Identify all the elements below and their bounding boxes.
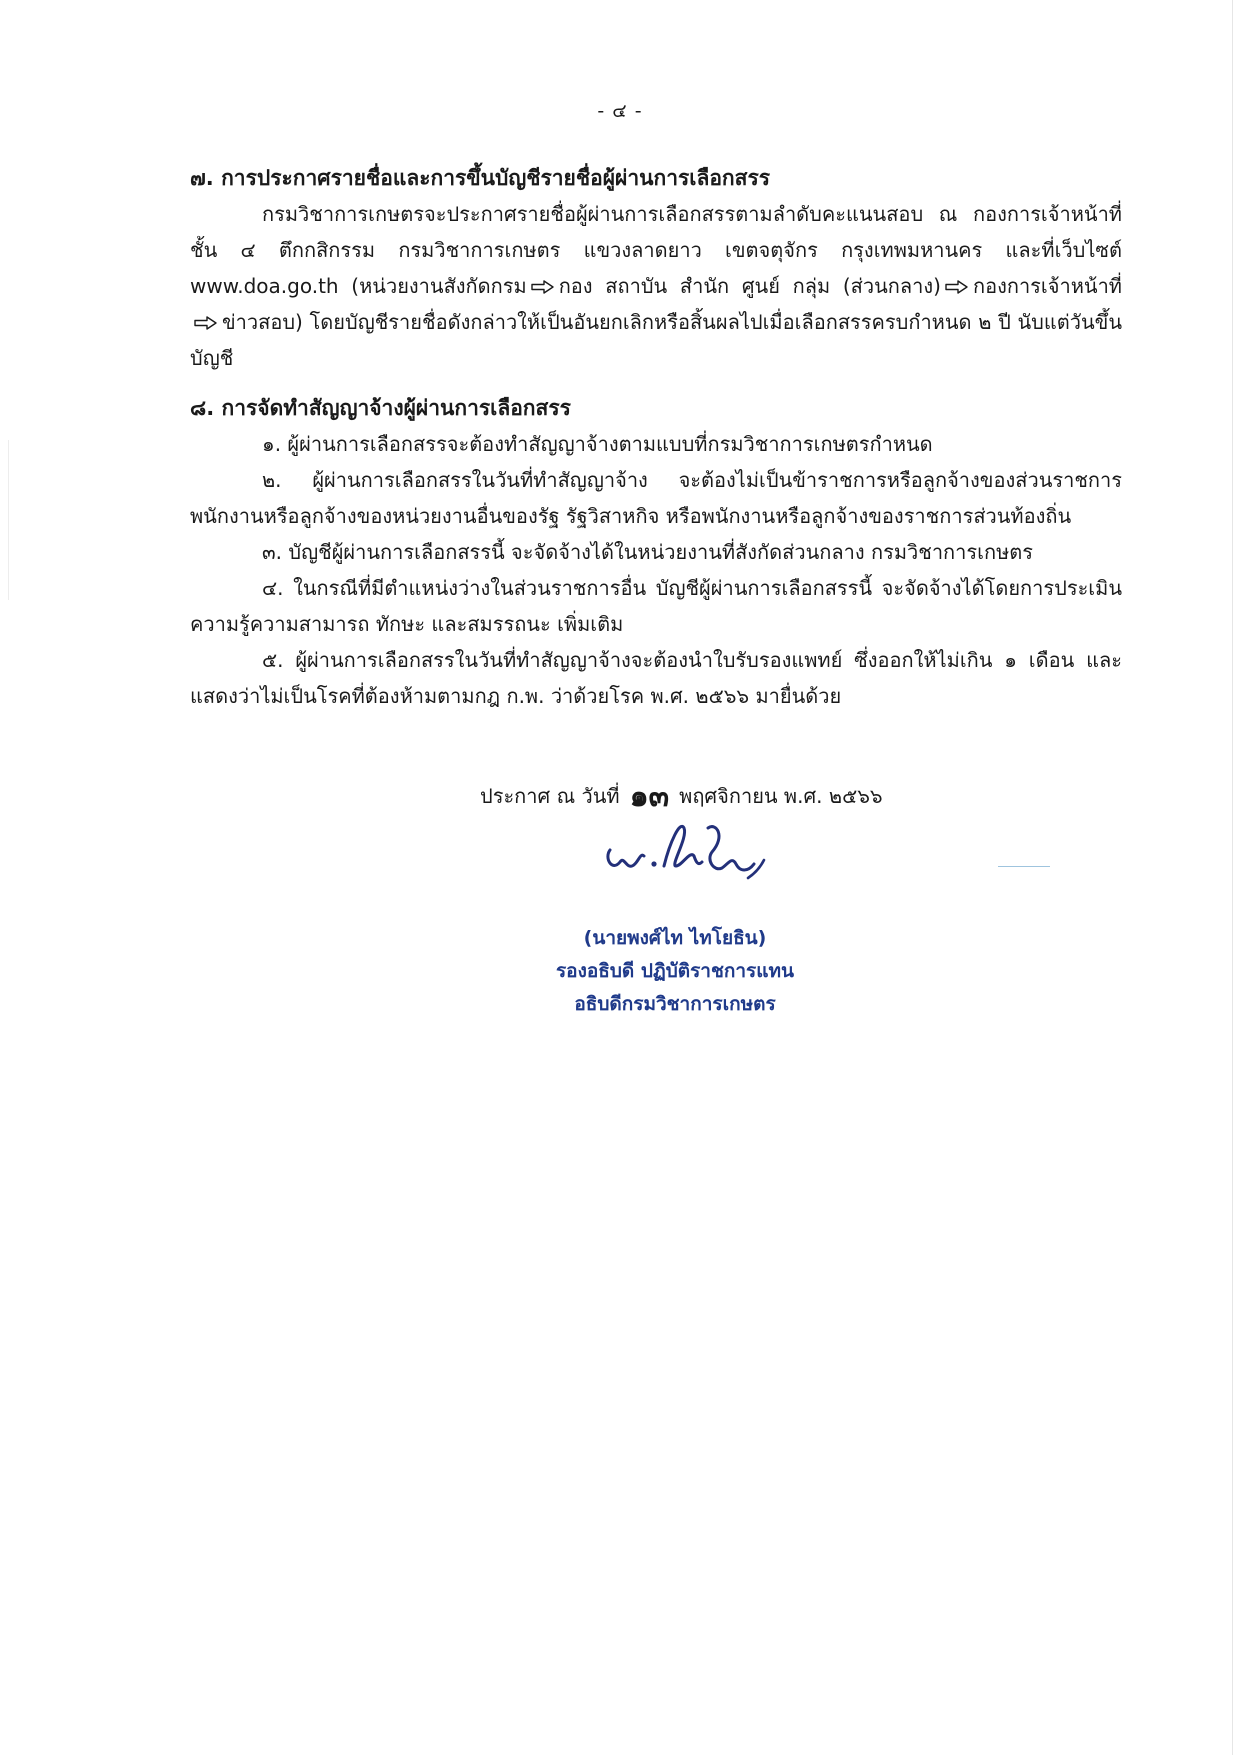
section-8-item-2: ๒. ผู้ผ่านการเลือกสรรในวันที่ทำสัญญาจ้าง จะต้องไม่เป็นข้าราชการหรือลูกจ้างของส่วนราชการ พนักงานหรือลูกจ้างของหน่วยงานอื่นของรัฐ รัฐวิสาหกิจ หรือพนักงานหรือลูกจ้างของราชการส่วนท้องถิ่น xyxy=(190,468,1122,528)
section-8-item-4: ๔. ในกรณีที่มีตำแหน่งว่างในส่วนราชการอื่น บัญชีผู้ผ่านการเลือกสรรนี้ จะจัดจ้างได้โดยการประเมิน ความรู้ความสามารถ ทักษะ และสมรรถนะ เพิ่มเติม xyxy=(190,576,1122,636)
section-7-body xyxy=(190,196,1122,376)
signatory-position-1: รองอธิบดี ปฏิบัติราชการแทน xyxy=(555,960,795,982)
announcement-day: ๑๓ xyxy=(629,779,670,814)
section-8-item-5: ๕. ผู้ผ่านการเลือกสรรในวันที่ทำสัญญาจ้างจะต้องนำใบรับรองแพทย์ ซึ่งออกให้ไม่เกิน ๑ เดือน และแสดงว่าไม่เป็นโรคที่ต้องห้ามตามกฎ ก.พ. ว่าด้วยโรค พ.ศ. ๒๕๖๖ มายื่นด้วย xyxy=(190,648,1122,708)
right-arrow-icon xyxy=(945,280,969,294)
handwritten-signature xyxy=(598,812,788,892)
signatory-position-2: อธิบดีกรมวิชาการเกษตร xyxy=(574,993,776,1015)
section-7-heading: ๗. การประกาศรายชื่อและการขึ้นบัญชีรายชื่อผู้ผ่านการเลือกสรร xyxy=(190,166,771,190)
announcement-prefix: ประกาศ ณ วันที่ xyxy=(480,784,620,808)
right-arrow-icon xyxy=(531,280,555,294)
announcement-month-year: พฤศจิกายน พ.ศ. ๒๕๖๖ xyxy=(679,784,883,808)
section-7-text-2: กอง สถาบัน สำนัก ศูนย์ กลุ่ม (ส่วนกลาง) xyxy=(558,274,941,298)
section-8-item-3: ๓. บัญชีผู้ผ่านการเลือกสรรนี้ จะจัดจ้างได้ในหน่วยงานที่สังกัดส่วนกลาง กรมวิชาการเกษตร xyxy=(262,540,1033,564)
right-arrow-icon xyxy=(194,316,218,330)
scan-mark xyxy=(8,440,9,600)
section-8-heading: ๘. การจัดทำสัญญาจ้างผู้ผ่านการเลือกสรร xyxy=(190,396,571,420)
signatory-name: (นายพงศ์ไท ไทโยธิน) xyxy=(583,927,767,949)
section-7-text-1: กรมวิชาการเกษตรจะประกาศรายชื่อผู้ผ่านการเลือกสรรตามลำดับคะแนนสอบ ณ กองการเจ้าหน้าที่ ชั้น ๔ ตึกกสิกรรม กรมวิชาการเกษตร แขวงลาดยาว เขตจตุจักร กรุงเทพมหานคร และที่เว็บไซต์ www.doa.go.th (หน่วยงานสังกัดกรม xyxy=(190,202,1122,298)
section-7-text-4: ข่าวสอบ) โดยบัญชีรายชื่อดังกล่าวให้เป็นอันยกเลิกหรือสิ้นผลไปเมื่อเลือกสรรครบกำหนด ๒ ปี นับแต่วันขึ้นบัญชี xyxy=(190,310,1122,370)
faint-mark xyxy=(998,866,1050,867)
page-number: - ๔ - xyxy=(597,100,643,122)
announcement-date xyxy=(480,770,883,817)
signatory-block xyxy=(500,922,850,1021)
section-spacer xyxy=(190,376,1122,390)
section-8-item-1: ๑. ผู้ผ่านการเลือกสรรจะต้องทำสัญญาจ้างตามแบบที่กรมวิชาการเกษตรกำหนด xyxy=(262,432,933,456)
page-edge xyxy=(1232,0,1233,1755)
document-body xyxy=(190,160,1122,714)
section-7-text-3: กองการเจ้าหน้าที่ xyxy=(972,274,1122,298)
